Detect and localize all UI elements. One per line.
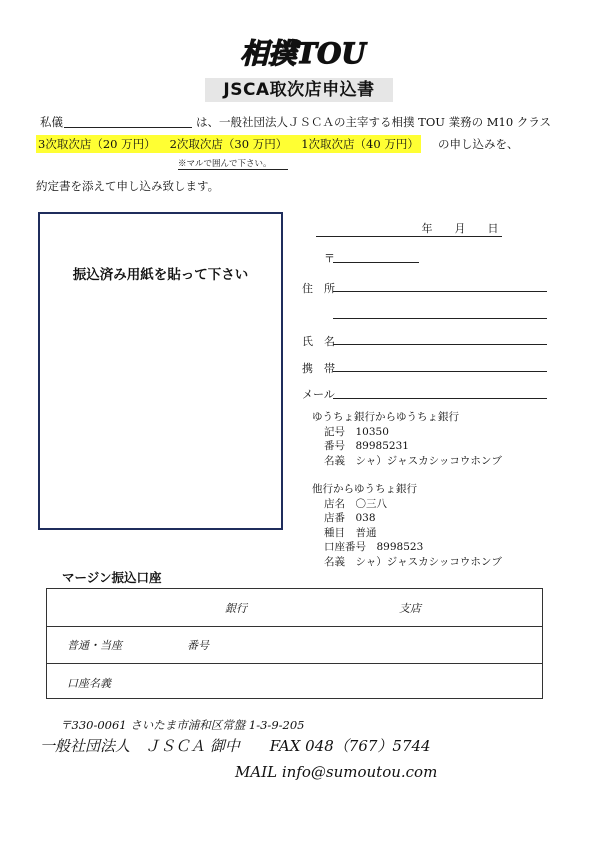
- branch-label: 支店: [399, 602, 421, 615]
- intro-suffix: の申し込みを、: [438, 137, 519, 151]
- address-field-1[interactable]: [333, 291, 547, 292]
- sumo-logo: [238, 30, 368, 74]
- name-label: 氏 名: [302, 335, 335, 348]
- other-bank-block: [312, 482, 502, 569]
- class-options: [36, 135, 421, 153]
- yucho-title: ゆうちょ銀行からゆうちょ銀行: [312, 411, 459, 423]
- margin-account-table: [46, 588, 543, 699]
- option-1st[interactable]: 1次取次店（40 万円）: [301, 137, 419, 151]
- table-divider: [47, 626, 542, 627]
- other-branch-name: 店名 〇三八: [324, 497, 387, 510]
- email-label: メール: [302, 388, 335, 401]
- sumo-logo-icon: [238, 30, 368, 74]
- intro-line3: 約定書を添えて申し込み致します。: [36, 179, 220, 193]
- account-type-label: 普通・当座: [67, 639, 122, 652]
- other-account-no: 口座番号 8998523: [324, 541, 424, 553]
- yucho-holder: 名義 シャ）ジャスカシッコウホンブ: [324, 454, 502, 467]
- bank-label: 銀行: [225, 602, 247, 615]
- postal-label: 〒: [324, 252, 335, 265]
- paste-slip-box: [38, 212, 283, 530]
- footer-mail: MAIL info@sumoutou.com: [235, 763, 438, 781]
- date-field[interactable]: [316, 220, 502, 237]
- yucho-code: 記号 10350: [324, 425, 389, 438]
- paste-slip-label: 振込済み用紙を貼って下さい: [72, 267, 249, 283]
- yucho-number: 番号 89985231: [324, 440, 409, 452]
- account-number-label: 番号: [187, 639, 209, 652]
- svg-text:相撲TOU: 相撲TOU: [240, 37, 366, 70]
- address-field-2[interactable]: [333, 318, 547, 319]
- table-divider: [47, 663, 542, 664]
- postal-field[interactable]: [333, 262, 419, 263]
- mobile-label: 携 帯: [302, 362, 335, 375]
- other-title: 他行からゆうちょ銀行: [312, 483, 417, 495]
- name-field[interactable]: [333, 344, 547, 345]
- applicant-name-line[interactable]: [64, 127, 192, 128]
- footer-org: 一般社団法人 ＪＳＣＡ 御中 FAX 048（767）5744: [40, 737, 431, 755]
- yucho-block: [312, 410, 502, 468]
- mobile-field[interactable]: [333, 371, 547, 372]
- footer-address: 〒330-0061 さいたま市浦和区常盤 1-3-9-205: [60, 718, 305, 732]
- margin-account-title: マージン振込口座: [62, 570, 162, 585]
- other-type: 種目 普通: [324, 526, 377, 539]
- account-holder-label: 口座名義: [67, 677, 111, 690]
- option-2nd[interactable]: 2次取次店（30 万円）: [169, 137, 288, 151]
- option-3rd[interactable]: 3次取次店（20 万円）: [38, 137, 156, 151]
- other-holder: 名義 シャ）ジャスカシッコウホンブ: [324, 555, 502, 568]
- page-title: JSCA取次店申込書: [205, 78, 393, 102]
- intro-note: ※マルで囲んで下さい。: [178, 157, 288, 170]
- intro-prefix: 私儀: [40, 115, 63, 129]
- email-field[interactable]: [333, 398, 547, 399]
- address-label: 住 所: [302, 282, 335, 295]
- other-branch-no: 店番 038: [324, 512, 376, 524]
- intro-text: は、一般社団法人ＪＳＣＡの主宰する相撲 TOU 業務の M10 クラス: [196, 115, 551, 129]
- date-label: 年 月 日: [421, 222, 499, 235]
